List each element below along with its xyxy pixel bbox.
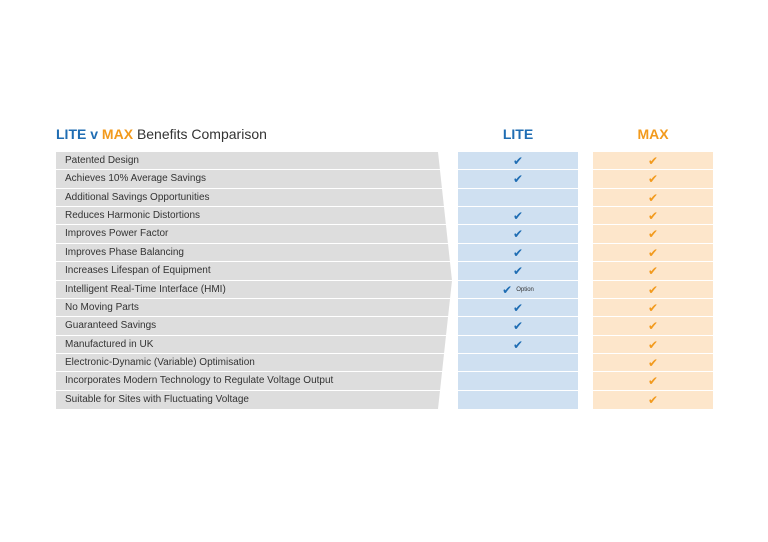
column-header-max: MAX [637, 126, 669, 142]
feature-label: Patented Design [65, 155, 139, 166]
feature-label: Intelligent Real-Time Interface (HMI) [65, 283, 226, 295]
max-check-icon: ✔ [647, 300, 659, 315]
lite-check-icon [458, 317, 578, 335]
table-row [56, 317, 713, 335]
max-check-icon: ✔ [647, 374, 659, 389]
table-row [56, 281, 713, 299]
lite-check-icon [458, 281, 578, 299]
table-row [56, 225, 713, 243]
table-row [56, 170, 713, 188]
lite-check-mark: ✔ [512, 319, 524, 334]
max-check-icon: ✔ [647, 337, 659, 352]
table-row [56, 391, 713, 409]
table-row [56, 207, 713, 225]
feature-label: Increases Lifespan of Equipment [65, 265, 211, 277]
title-rest: Benefits Comparison [136, 126, 267, 142]
feature-label: Improves Power Factor [65, 228, 169, 240]
lite-check-mark: ✔ [512, 264, 524, 279]
lite-check-mark: ✔ [512, 300, 524, 315]
max-check-icon: ✔ [647, 245, 659, 260]
max-check-icon: ✔ [647, 190, 659, 205]
max-check-icon: ✔ [647, 355, 659, 370]
lite-check-mark: ✔ [512, 154, 524, 168]
lite-check-icon [458, 225, 578, 243]
feature-label: Reduces Harmonic Distortions [65, 210, 201, 222]
lite-check-icon [458, 354, 578, 372]
table-row [56, 244, 713, 262]
table-row [56, 372, 713, 390]
feature-label: Incorporates Modern Technology to Regulate Voltage Output [65, 375, 334, 387]
lite-check-icon [458, 244, 578, 262]
lite-check-icon [458, 299, 578, 317]
max-check-icon: ✔ [647, 392, 659, 407]
table-row [56, 262, 713, 280]
lite-check-icon [458, 262, 578, 280]
lite-option-note: Option [516, 287, 534, 294]
lite-check-icon [458, 152, 578, 170]
lite-check-mark: ✔ [512, 172, 524, 187]
table-row [56, 152, 713, 170]
lite-check-mark: ✔ [502, 282, 513, 297]
title-lite: LITE [56, 126, 87, 142]
feature-label: No Moving Parts [65, 301, 139, 313]
lite-check-icon [458, 189, 578, 207]
max-check-icon: ✔ [647, 209, 659, 224]
lite-check-icon [458, 207, 578, 225]
lite-check-mark: ✔ [512, 227, 524, 242]
feature-label: Improves Phase Balancing [65, 246, 184, 258]
feature-label: Guaranteed Savings [65, 320, 157, 332]
lite-check-mark: ✔ [512, 337, 524, 352]
max-check-icon: ✔ [647, 172, 659, 187]
table-row [56, 189, 713, 207]
table-row [56, 336, 713, 354]
lite-check-mark: ✔ [512, 245, 524, 260]
max-check-icon: ✔ [647, 282, 659, 297]
feature-label: Additional Savings Opportunities [65, 191, 210, 203]
lite-check-icon [458, 391, 578, 409]
comparison-title [56, 126, 267, 146]
lite-check-icon [458, 336, 578, 354]
max-check-icon: ✔ [647, 264, 659, 279]
max-check-icon: ✔ [647, 154, 659, 168]
feature-label: Electronic-Dynamic (Variable) Optimisation [65, 356, 255, 368]
column-header-lite: LITE [502, 126, 534, 142]
max-check-icon: ✔ [647, 319, 659, 334]
table-row [56, 299, 713, 317]
lite-check-mark: ✔ [512, 209, 524, 224]
title-max: MAX [101, 126, 134, 142]
feature-label: Achieves 10% Average Savings [65, 173, 207, 185]
table-row [56, 354, 713, 372]
max-check-icon: ✔ [647, 227, 659, 242]
lite-check-icon [458, 372, 578, 390]
title-v: v [90, 126, 99, 142]
feature-label: Suitable for Sites with Fluctuating Voltage [65, 393, 249, 405]
feature-label: Manufactured in UK [65, 338, 154, 350]
lite-check-icon [458, 170, 578, 188]
